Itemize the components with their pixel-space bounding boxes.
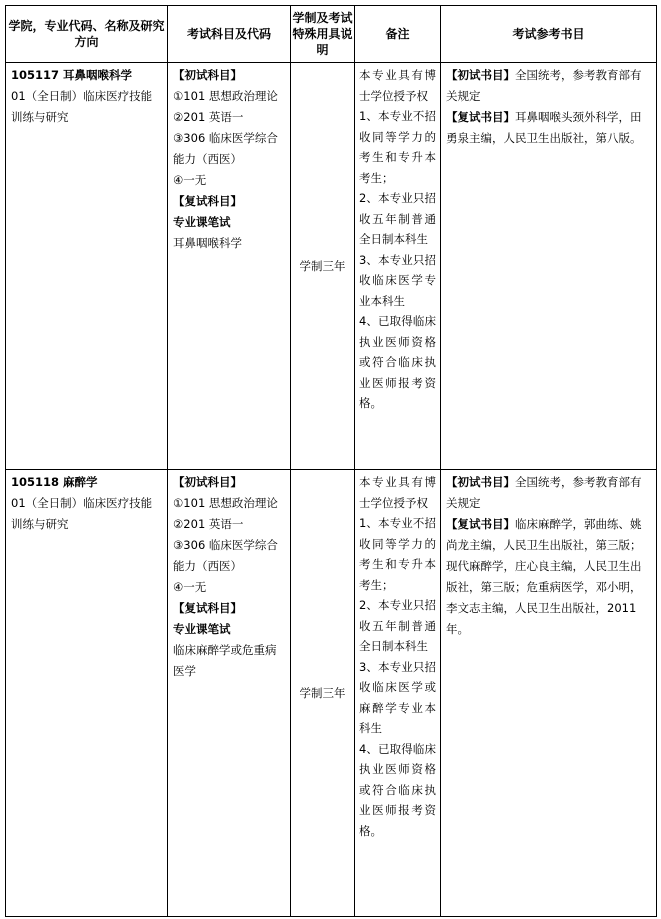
- program-code: 105118 麻醉学: [11, 475, 98, 489]
- retest-subjects-heading: 【复试科目】: [173, 194, 242, 208]
- program-cell: [6, 63, 168, 470]
- duration-cell: 学制三年: [291, 470, 355, 917]
- note-item: 3、本专业只招收临床医学专业本科生: [359, 252, 436, 308]
- initial-subjects-heading: 【初试科目】: [173, 475, 242, 489]
- subject-item: ②201 英语一: [173, 110, 244, 124]
- initial-books-label: 【初试书目】: [446, 475, 515, 489]
- subjects-cell: [168, 470, 291, 917]
- header-exam-subjects: 考试科目及代码: [168, 6, 291, 63]
- table-row: [6, 470, 657, 917]
- catalog-table: [5, 5, 657, 917]
- initial-books: [446, 65, 652, 107]
- note-item: 4、已取得临床执业医师资格或符合临床执业医师报考资格。: [359, 314, 436, 410]
- subject-item: ④一无: [173, 173, 207, 187]
- books-cell: [441, 470, 657, 917]
- note-item: 2、本专业只招收五年制普通全日制本科生: [359, 191, 436, 246]
- retest-books: [446, 107, 652, 149]
- header-reference-books: 考试参考书目: [441, 6, 657, 63]
- initial-subjects-heading: 【初试科目】: [173, 68, 242, 82]
- note-item: 1、本专业不招收同等学力的考生和专升本考生；: [359, 516, 436, 592]
- initial-books-label: 【初试书目】: [446, 68, 515, 82]
- note-item: 本专业具有博士学位授予权: [359, 475, 436, 510]
- retest-subject: 临床麻醉学或危重病医学: [173, 643, 277, 678]
- subject-item: ①101 思想政治理论: [173, 496, 278, 510]
- subject-item: ③306 临床医学综合能力（西医）: [173, 131, 278, 166]
- program-code: 105117 耳鼻咽喉科学: [11, 68, 133, 82]
- retest-books-label: 【复试书目】: [446, 110, 515, 124]
- retest-books-text: 临床麻醉学，郭曲练、姚尚龙主编，人民卫生出版社，第三版；现代麻醉学，庄心良主编，人民卫生出版社，第三版；危重病医学，邓小明，李文志主编，人民卫生出版社，2011年。: [446, 517, 642, 636]
- notes-cell: [355, 470, 441, 917]
- note-item: 2、本专业只招收五年制普通全日制本科生: [359, 598, 436, 653]
- research-direction: 01（全日制）临床医疗技能训练与研究: [11, 496, 153, 531]
- research-direction: 01（全日制）临床医疗技能训练与研究: [11, 89, 153, 124]
- subject-item: ②201 英语一: [173, 517, 244, 531]
- initial-books-text: 全国统考，参考教育部有关规定: [446, 475, 642, 510]
- retest-type: 专业课笔试: [173, 622, 231, 636]
- notes-cell: [355, 63, 441, 470]
- subjects-cell: [168, 63, 291, 470]
- header-notes: 备注: [355, 6, 441, 63]
- retest-books-text: 耳鼻咽喉头颈外科学，田勇泉主编，人民卫生出版社，第八版。: [446, 110, 642, 145]
- note-item: 本专业具有博士学位授予权: [359, 68, 436, 103]
- duration-cell: 学制三年: [291, 63, 355, 470]
- retest-subjects-heading: 【复试科目】: [173, 601, 242, 615]
- subject-item: ④一无: [173, 580, 207, 594]
- table-row: [6, 63, 657, 470]
- note-item: 4、已取得临床执业医师资格或符合临床执业医师报考资格。: [359, 741, 436, 838]
- initial-books: [446, 472, 652, 514]
- subject-item: ③306 临床医学综合能力（西医）: [173, 538, 278, 573]
- books-cell: [441, 63, 657, 470]
- retest-type: 专业课笔试: [173, 215, 231, 229]
- header-duration: 学制及考试特殊用具说明: [291, 6, 355, 63]
- retest-books: [446, 514, 652, 640]
- retest-subject: 耳鼻咽喉科学: [173, 236, 242, 250]
- retest-books-label: 【复试书目】: [446, 517, 515, 531]
- initial-books-text: 全国统考，参考教育部有关规定: [446, 68, 642, 103]
- note-item: 1、本专业不招收同等学力的考生和专升本考生；: [359, 109, 436, 185]
- header-college-program: 学院，专业代码、名称及研究方向: [6, 6, 168, 63]
- header-row: [6, 6, 657, 63]
- subject-item: ①101 思想政治理论: [173, 89, 278, 103]
- note-item: 3、本专业只招收临床医学或麻醉学专业本科生: [359, 659, 436, 735]
- program-cell: [6, 470, 168, 917]
